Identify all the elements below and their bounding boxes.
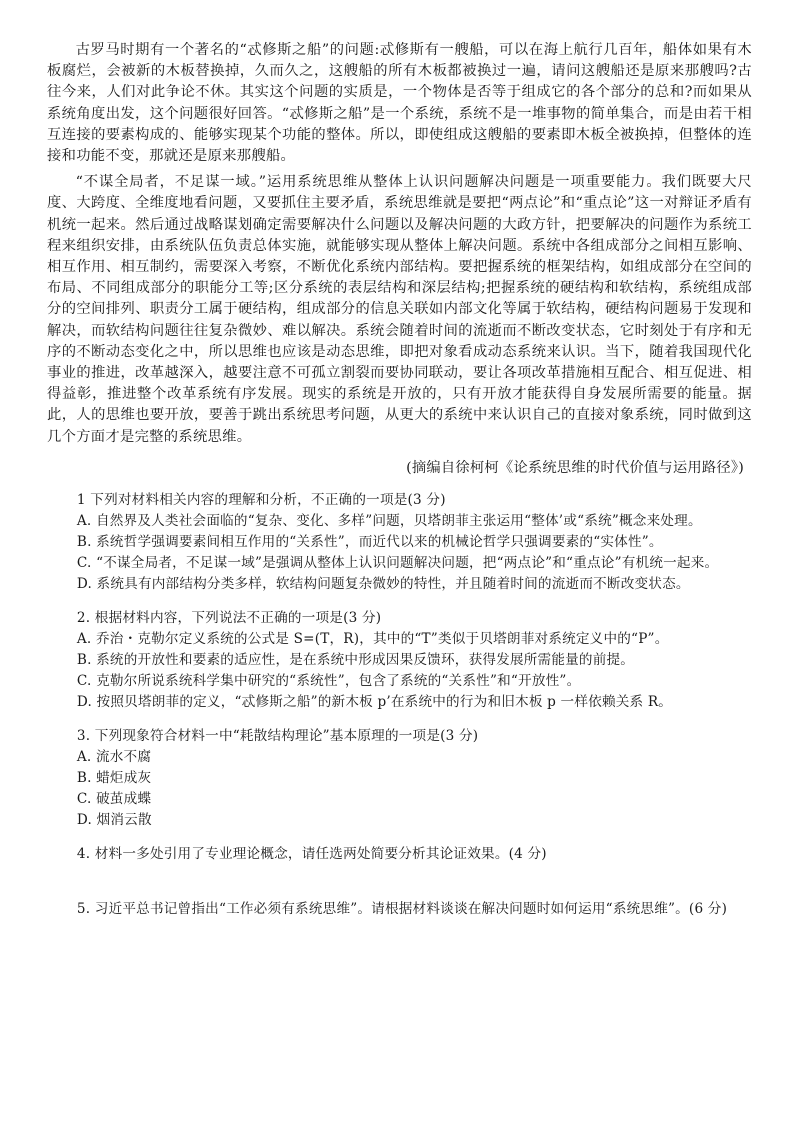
question-2-option-b: B. 系统的开放性和要素的适应性，是在系统中形成因果反馈环，获得发展所需能量的前提。 [76,651,635,668]
question-1-option-d: D. 系统具有内部结构分类多样，软结构问题复杂微妙的特性，并且随着时间的流逝而不断改变状态。 [76,575,690,592]
question-2-option-d: D. 按照贝塔朗菲的定义，“忒修斯之船”的新木板 p’在系统中的行为和旧木板 p 一样依赖关系 R。 [76,693,673,710]
question-2-stem: 2. 根据材料内容，下列说法不正确的一项是(3 分) [76,609,382,626]
question-4-stem: 4. 材料一多处引用了专业理论概念，请任选两处简要分析其论证效果。(4 分) [76,845,547,862]
question-1-option-c: C. “不谋全局者，不足谋一域”是强调从整体上认识问题解决问题，把“两点论”和“重点论”有机统一起来。 [76,554,719,571]
question-3-stem: 3. 下列现象符合材料一中“耗散结构理论”基本原理的一项是(3 分) [76,727,479,744]
question-2-option-a: A. 乔治・克勒尔定义系统的公式是 S=(T，R)，其中的“T”类似于贝塔朗菲对系统定义中的“P”。 [76,630,669,647]
question-2 [47,608,752,713]
question-5 [47,899,752,920]
question-3-option-a: A. 流水不腐 [76,748,152,765]
question-3-option-d: D. 烟消云散 [76,811,152,828]
question-3 [47,726,752,831]
question-1-option-b: B. 系统哲学强调要素间相互作用的“关系性”，而近代以来的机械论哲学只强调要素的“实体性”。 [76,533,663,550]
question-5-stem: 5. 习近平总书记曾指出“工作必须有系统思维”。请根据材料谈谈在解决问题时如何运用“系统思维”。(6 分) [76,900,728,917]
passage-paragraph-1: 古罗马时期有一个著名的“忒修斯之船”的问题:忒修斯有一艘船，可以在海上航行几百年，船体如果有木板腐烂，会被新的木板替换掉，久而久之，这艘船的所有木板都被换过一遍，请问这艘船还是原来那艘吗?古往今来，人们对此争论不休。其实这个问题的实质是，一个物体是否等于组成它的各个部分的总和?而如果从系统角度出发，这个问题很好回答。“忒修斯之船”是一个系统，系统不是一堆事物的简单集合，而是由若干相互连接的要素构成的、能够实现某个功能的整体。所以，即使组成这艘船的要素即木板全被换掉，但整体的连接和功能不变，那就还是原来那艘船。 [47,42,752,165]
question-3-option-b: B. 蜡炬成灰 [76,769,152,786]
question-1-stem: 1 下列对材料相关内容的理解和分析，不正确的一项是(3 分) [76,491,446,508]
question-3-option-c: C. 破茧成蝶 [76,790,152,807]
question-1-option-a: A. 自然界及人类社会面临的“复杂、变化、多样”问题，贝塔朗菲主张运用“整体’或“系统”概念来处理。 [76,512,702,529]
source-citation: (摘编自徐柯柯《论系统思维的时代价值与运用路径》) [406,459,744,476]
question-2-option-c: C. 克勒尔所说系统科学集中研究的“系统性”，包含了系统的“关系性”和“开放性”。 [76,672,581,689]
question-1 [47,490,752,595]
question-4 [47,844,752,865]
passage-paragraph-2: “不谋全局者，不足谋一域。”运用系统思维从整体上认识问题解决问题是一项重要能力。我们既要大尺度、大跨度、全维度地看问题，又要抓住主要矛盾，系统思维就是要把“两点论”和“重点论”这一对辩证矛盾有机统一起来。然后通过战略谋划确定需要解决什么问题以及解决问题的大政方针，把要解决的问题作为系统工程来组织安排，由系统队伍负责总体实施，就能够实现从整体上解决问题。系统中各组成部分之间相互影响、相互作用、相互制约，需要深入考察，不断优化系统内部结构。要把握系统的框架结构，如组成部分在空间的布局、不同组成部分的职能分工等;区分系统的表层结构和深层结构;把握系统的硬结构和软结构，系统组成部分的空间排列、职责分工属于硬结构，组成部分的信息关联如内部文化等属于软结构，硬结构问题易于发现和解决，而软结构问题往往复杂微妙、难以解决。系统会随着时间的流逝而不断改变状态，它时刻处于有序和无序的不断动态变化之中，所以思维也应该是动态思维，即把对象看成动态系统来认识。当下，随着我国现代化事业的推进，改革越深入，越要注意不可孤立割裂而要协同联动，要让各项改革措施相互配合、相互促进、相得益彰，推进整个改革系统有序发展。现实的系统是开放的，只有开放才能获得自身发展所需要的能量。据此，人的思维也要开放，要善于跳出系统思考问题，从更大的系统中来认识自己的直接对象系统，同时做到这几个方面才是完整的系统思维。 [47,174,752,445]
